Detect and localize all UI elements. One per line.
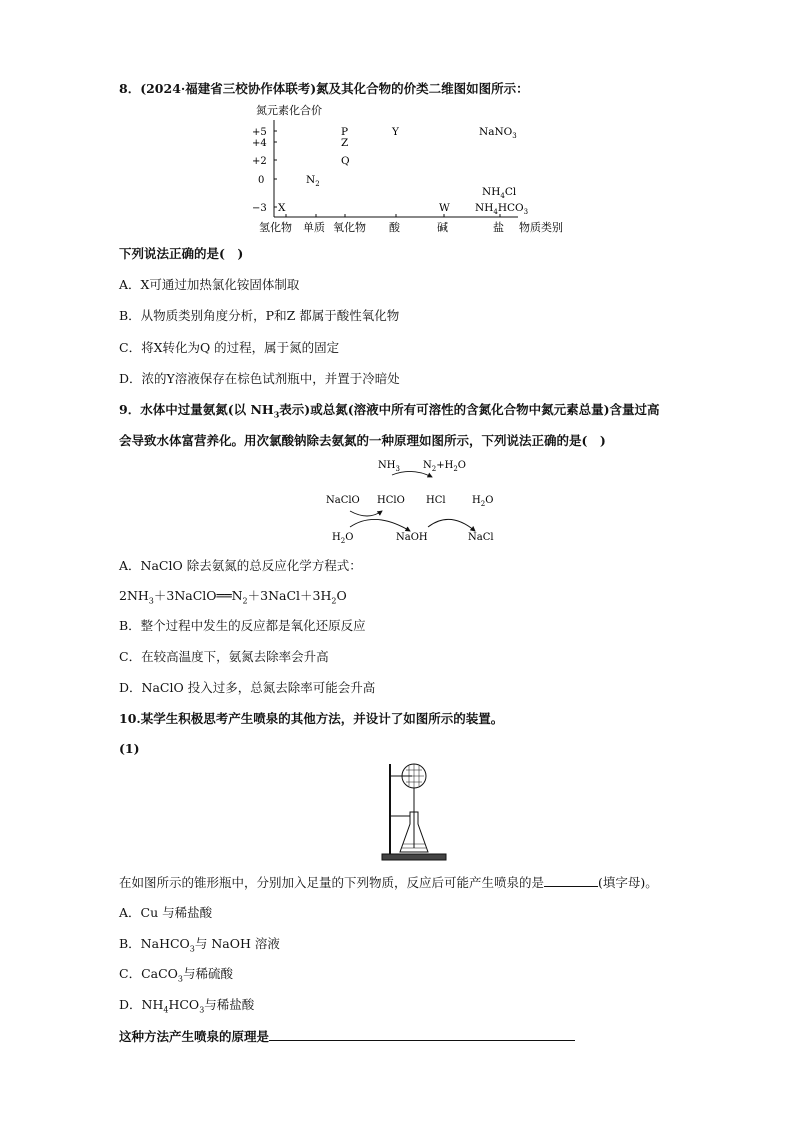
point-y: Y [392, 126, 399, 138]
y-axis-title: 氮元素化合价 [256, 104, 322, 117]
label-h2o-right: $H_2O$ [472, 495, 494, 508]
point-w: W [439, 202, 450, 214]
x-label-acid: 酸 [389, 221, 400, 234]
point-x: X [278, 202, 286, 214]
label-hclo: HClO [377, 495, 405, 506]
principle-blank[interactable] [269, 1028, 575, 1041]
point-n2: $N_2$ [306, 174, 320, 188]
q8-option-c: C．将X转化为Q 的过程，属于氮的固定 [119, 340, 340, 355]
label-naclo: NaClO [326, 495, 360, 506]
q10-option-c: C．CaCO$_3$与稀硫酸 [119, 966, 234, 984]
label-h2o-left: $H_2O$ [332, 532, 354, 545]
x-label-element: 单质 [303, 221, 325, 234]
q8-stem: 8．(2024·福建省三校协作体联考)氮及其化合物的价类二维图如图所示： [119, 81, 529, 96]
q10-question: 在如图所示的锥形瓶中，分别加入足量的下列物质，反应后可能产生喷泉的是 (填字母)。 [119, 875, 658, 890]
valence-class-chart [250, 100, 580, 235]
label-n2-h2o: $N_2+H_2O$ [423, 460, 466, 473]
q8-question: 下列说法正确的是( ) [119, 246, 244, 261]
point-q: Q [341, 155, 350, 167]
q10-option-d: D．$NH_4HCO_3$与稀盐酸 [119, 997, 255, 1015]
x-label-salt: 盐 [493, 221, 504, 234]
point-nano3: NaNO$_3$ [479, 126, 517, 140]
q10-principle: 这种方法产生喷泉的原理是 [119, 1028, 575, 1045]
q8-option-a: A．X可通过加热氯化铵固体制取 [119, 277, 300, 292]
y-tick-minus3: −3 [252, 203, 267, 214]
q10-part-1: (1) [119, 741, 140, 756]
label-hcl: HCl [426, 495, 446, 506]
q10-option-b: B．NaHCO$_3$与 NaOH 溶液 [119, 936, 280, 954]
q8-option-b: B．从物质类别角度分析，P和Z 都属于酸性氧化物 [119, 308, 400, 323]
arrow-naclo-to-naoh [350, 519, 410, 531]
fountain-apparatus-figure [378, 760, 450, 862]
point-p: P [341, 126, 349, 138]
q9-option-a: A．NaClO 除去氨氮的总反应化学方程式： [119, 558, 362, 573]
q9-equation: $2NH_3+3NaClO══N_2+3NaCl+3H_2O$ [119, 588, 347, 606]
y-tick-plus5: +5 [252, 127, 267, 138]
label-nacl: NaCl [468, 532, 494, 543]
answer-blank[interactable] [544, 874, 598, 887]
x-label-oxide: 氧化物 [333, 221, 366, 234]
q9-option-d: D．NaClO 投入过多，总氮去除率可能会升高 [119, 680, 376, 695]
point-nh4cl: $NH_4Cl$ [482, 186, 517, 200]
naclo-mechanism-diagram [320, 455, 500, 547]
q9-stem-line1: 9．水体中过量氨氮(以 $NH_3$表示)或总氮(溶液中所有可溶性的含氮化合物中氮元素总量)含量过高 [119, 402, 660, 420]
q10-stem: 10.某学生积极思考产生喷泉的其他方法，并设计了如图所示的装置。 [119, 711, 504, 726]
label-nh3: $NH_3$ [378, 460, 400, 473]
q9-option-c: C．在较高温度下，氨氮去除率会升高 [119, 649, 329, 664]
q9-option-b: B．整个过程中发生的反应都是氧化还原反应 [119, 618, 366, 633]
label-naoh: NaOH [396, 532, 428, 543]
point-nh4hco3: $NH_4HCO_3$ [475, 202, 529, 216]
point-z: Z [341, 137, 349, 149]
x-label-base: 碱 [437, 221, 448, 234]
arrow-naclo-to-hclo [350, 511, 382, 516]
q9-stem-line2: 会导致水体富营养化。用次氯酸钠除去氨氮的一种原理如图所示，下列说法正确的是( ) [119, 433, 606, 448]
x-label-hydride: 氢化物 [259, 221, 292, 234]
q10-option-a: A．Cu 与稀盐酸 [119, 905, 213, 920]
y-tick-0: 0 [258, 175, 265, 186]
y-tick-plus2: +2 [252, 156, 267, 167]
arrow-hcl-to-nacl [428, 519, 475, 531]
y-tick-plus4: +4 [252, 138, 267, 149]
q8-option-d: D．浓的Y溶液保存在棕色试剂瓶中，并置于冷暗处 [119, 371, 400, 386]
x-label-category: 物质类别 [519, 221, 563, 234]
